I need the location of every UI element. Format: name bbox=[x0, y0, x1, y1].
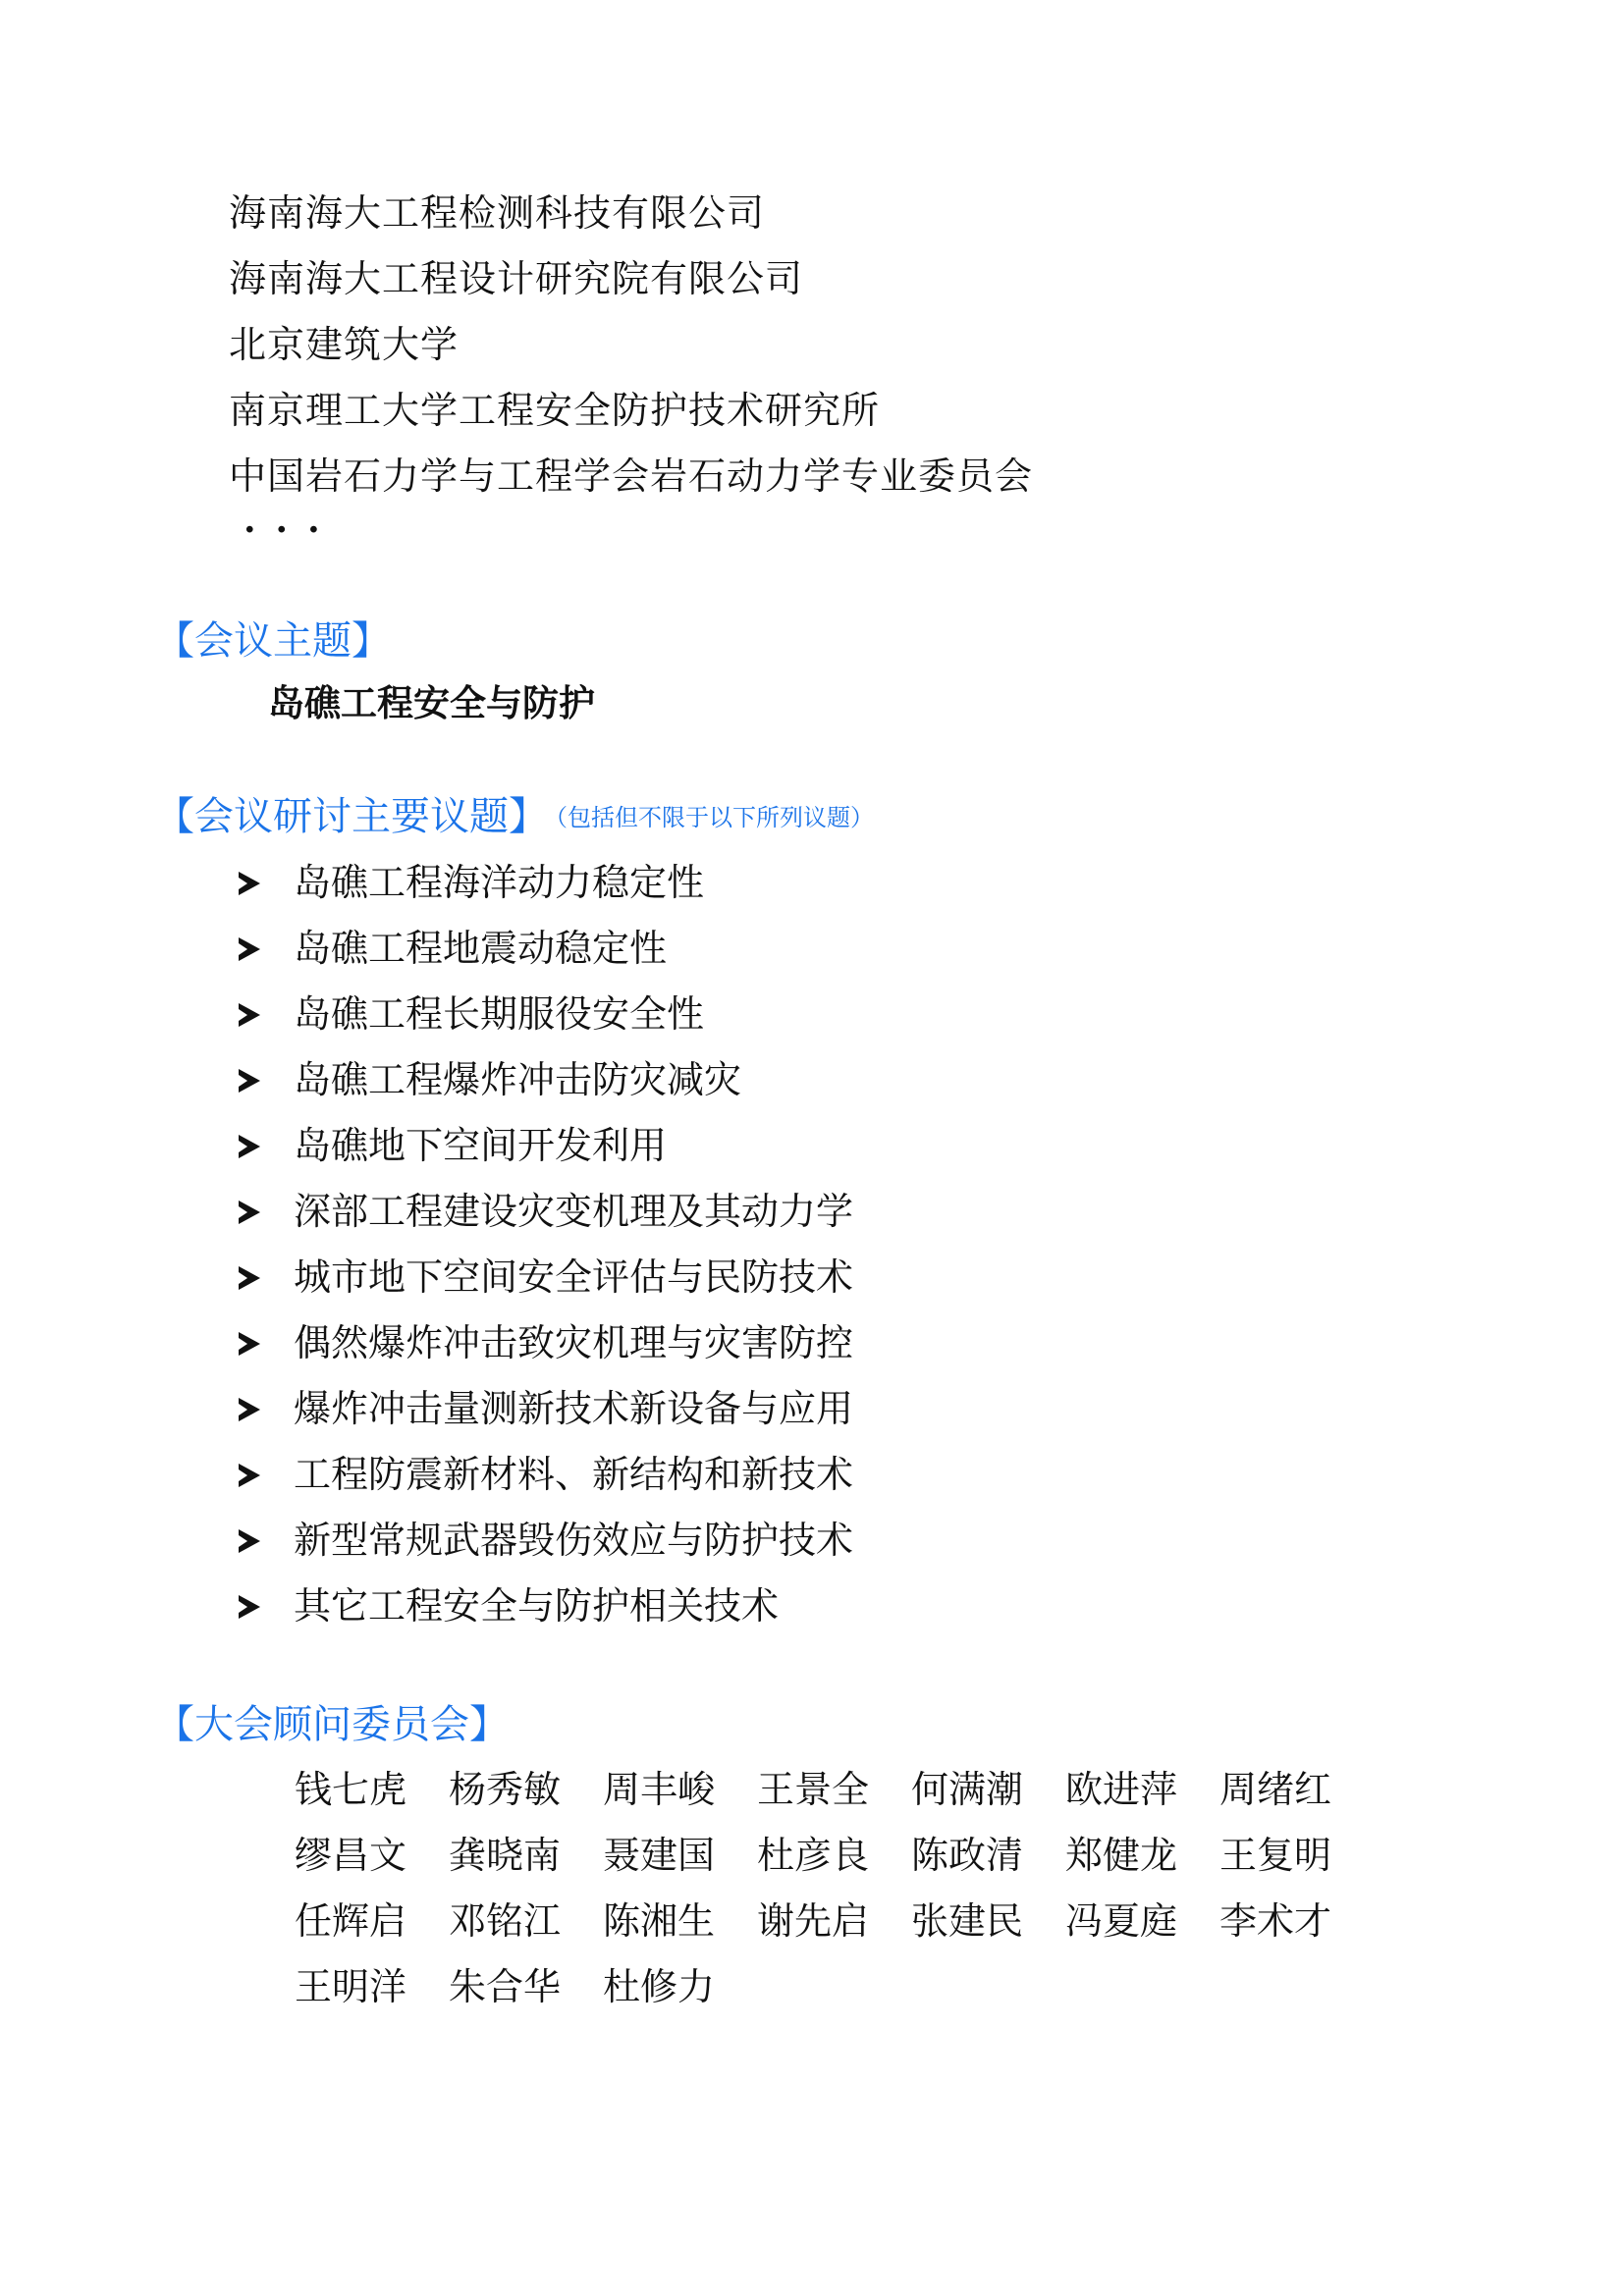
committee-member: 杨秀敏 bbox=[449, 1768, 562, 1811]
committee-member: 缪昌文 bbox=[295, 1834, 407, 1877]
topic-item bbox=[239, 916, 853, 982]
topic-label: 爆炸冲击量测新技术新设备与应用 bbox=[294, 1387, 854, 1430]
topic-item bbox=[239, 1376, 853, 1442]
organizer-item: 中国岩石力学与工程学会岩石动力学专业委员会 bbox=[229, 454, 1034, 498]
topic-item bbox=[239, 1179, 853, 1245]
topic-label: 工程防震新材料、新结构和新技术 bbox=[294, 1453, 854, 1496]
committee-member: 冯夏庭 bbox=[1065, 1899, 1178, 1943]
arrowhead-bullet-icon bbox=[239, 1595, 260, 1619]
committee-member: 周绪红 bbox=[1219, 1768, 1332, 1811]
topic-label: 岛礁工程海洋动力稳定性 bbox=[294, 861, 705, 904]
arrowhead-bullet-icon bbox=[239, 1529, 260, 1553]
topic-item bbox=[239, 1508, 853, 1574]
committee-member: 王明洋 bbox=[295, 1965, 407, 2008]
topic-item bbox=[239, 1245, 853, 1310]
committee-member: 郑健龙 bbox=[1065, 1834, 1178, 1877]
organizer-list bbox=[229, 181, 1033, 509]
committee-member: 杜修力 bbox=[603, 1965, 716, 2008]
committee-member: 聂建国 bbox=[603, 1834, 716, 1877]
organizer-item: 北京建筑大学 bbox=[229, 323, 460, 366]
topic-label: 岛礁工程爆炸冲击防灾减灾 bbox=[294, 1058, 742, 1101]
arrowhead-bullet-icon bbox=[239, 872, 260, 895]
theme-text: 岛礁工程安全与防护 bbox=[268, 682, 595, 724]
topic-label: 偶然爆炸冲击致灾机理与灾害防控 bbox=[294, 1321, 854, 1364]
topics-heading bbox=[155, 792, 874, 842]
committee-member: 何满潮 bbox=[911, 1768, 1024, 1811]
theme-heading: 【会议主题】 bbox=[155, 618, 391, 664]
topic-label: 新型常规武器毁伤效应与防护技术 bbox=[294, 1519, 854, 1562]
arrowhead-bullet-icon bbox=[239, 1332, 260, 1356]
committee-member: 王景全 bbox=[757, 1768, 870, 1811]
committee-member: 王复明 bbox=[1219, 1834, 1332, 1877]
topic-item bbox=[239, 1574, 853, 1639]
arrowhead-bullet-icon bbox=[239, 1135, 260, 1158]
arrowhead-bullet-icon bbox=[239, 1464, 260, 1487]
committee-member: 张建民 bbox=[911, 1899, 1024, 1943]
committee-member: 钱七虎 bbox=[295, 1768, 407, 1811]
arrowhead-bullet-icon bbox=[239, 1398, 260, 1421]
organizer-item: 海南海大工程检测科技有限公司 bbox=[229, 191, 766, 235]
topic-item bbox=[239, 1113, 853, 1179]
committee-member: 杜彦良 bbox=[757, 1834, 870, 1877]
committee-member: 邓铭江 bbox=[449, 1899, 562, 1943]
topic-label: 岛礁工程地震动稳定性 bbox=[294, 927, 668, 970]
committee-member: 欧进萍 bbox=[1065, 1768, 1178, 1811]
topic-label: 岛礁工程长期服役安全性 bbox=[294, 992, 705, 1036]
committee-member: 李术才 bbox=[1219, 1899, 1332, 1943]
organizer-item: 海南海大工程设计研究院有限公司 bbox=[229, 257, 804, 300]
arrowhead-bullet-icon bbox=[239, 1069, 260, 1093]
committee-member: 陈湘生 bbox=[603, 1899, 716, 1943]
committee-member: 周丰峻 bbox=[603, 1768, 716, 1811]
topic-item bbox=[239, 1310, 853, 1376]
topics-heading-title: 【会议研讨主要议题】 bbox=[155, 794, 548, 839]
topic-list bbox=[239, 850, 853, 1639]
topic-label: 城市地下空间安全评估与民防技术 bbox=[294, 1255, 854, 1299]
arrowhead-bullet-icon bbox=[239, 1266, 260, 1290]
organizer-ellipsis: ··· bbox=[244, 509, 340, 551]
arrowhead-bullet-icon bbox=[239, 937, 260, 961]
topic-label: 其它工程安全与防护相关技术 bbox=[294, 1584, 780, 1628]
committee-member: 任辉启 bbox=[295, 1899, 407, 1943]
topic-label: 岛礁地下空间开发利用 bbox=[294, 1124, 668, 1167]
topic-label: 深部工程建设灾变机理及其动力学 bbox=[294, 1190, 854, 1233]
topics-heading-note: （包括但不限于以下所列议题） bbox=[556, 804, 874, 831]
committee-member: 谢先启 bbox=[757, 1899, 870, 1943]
committee-member-grid bbox=[295, 1757, 1394, 2020]
organizer-item: 南京理工大学工程安全防护技术研究所 bbox=[229, 389, 881, 432]
arrowhead-bullet-icon bbox=[239, 1201, 260, 1224]
arrowhead-bullet-icon bbox=[239, 1003, 260, 1027]
topic-item bbox=[239, 982, 853, 1047]
topic-item bbox=[239, 850, 853, 916]
topic-item bbox=[239, 1047, 853, 1113]
committee-heading: 【大会顾问委员会】 bbox=[155, 1702, 509, 1747]
committee-member: 龚晓南 bbox=[449, 1834, 562, 1877]
committee-member: 陈政清 bbox=[911, 1834, 1024, 1877]
committee-member: 朱合华 bbox=[449, 1965, 562, 2008]
topic-item bbox=[239, 1442, 853, 1508]
